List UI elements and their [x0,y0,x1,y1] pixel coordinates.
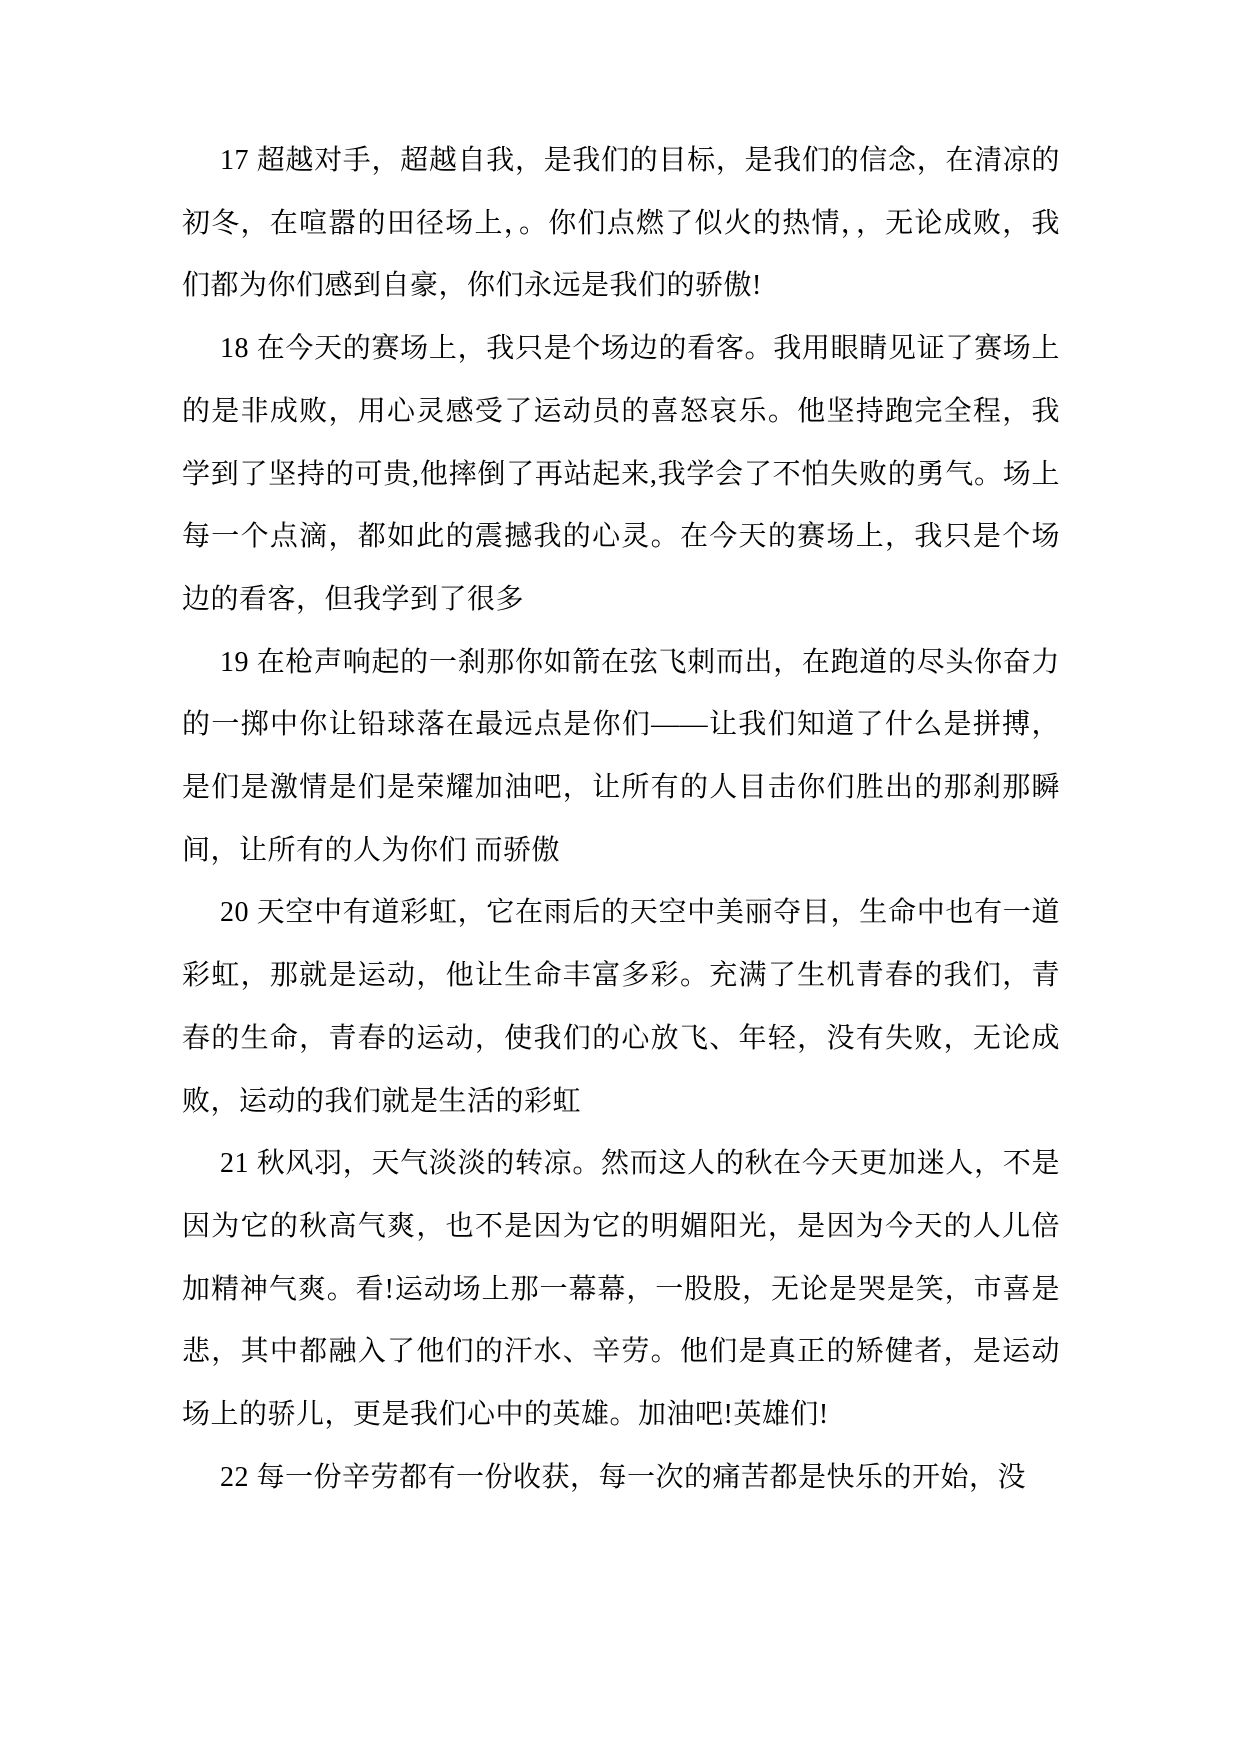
paragraph: 19 在枪声响起的一刹那你如箭在弦飞刺而出，在跑道的尽头你奋力的一掷中你让铅球落在最远点是你们——让我们知道了什么是拼搏，是们是激情是们是荣耀加油吧，让所有的人目击你们胜出的那刹那瞬间，让所有的人为你们 而骄傲 [182,646,1060,866]
paragraph: 21 秋风羽，天气淡淡的转凉。然而这人的秋在今天更加迷人，不是因为它的秋高气爽，也不是因为它的明媚阳光，是因为今天的人儿倍加精神气爽。看!运动场上那一幕幕，一股股，无论是哭是笑，市喜是悲，其中都融入了他们的汗水、辛劳。他们是真正的矫健者，是运动场上的骄儿，更是我们心中的英雄。加油吧!英雄们! [182,1148,1060,1431]
paragraph: 20 天空中有道彩虹，它在雨后的天空中美丽夺目，生命中也有一道彩虹，那就是运动，他让生命丰富多彩。充满了生机青春的我们，青春的生命，青春的运动，使我们的心放飞、年轻，没有失败，无论成败，运动的我们就是生活的彩虹 [182,897,1060,1117]
document-content [182,130,1060,1509]
paragraph: 22 每一份辛劳都有一份收获，每一次的痛苦都是快乐的开始，没 [220,1461,1027,1493]
paragraph: 17 超越对手，超越自我，是我们的目标，是我们的信念，在清凉的初冬，在喧嚣的田径场上，。你们点燃了似火的热情，，无论成败，我们都为你们感到自豪，你们永远是我们的骄傲! [182,145,1060,302]
paragraph: 18 在今天的赛场上，我只是个场边的看客。我用眼睛见证了赛场上的是非成败，用心灵感受了运动员的喜怒哀乐。他坚持跑完全程，我学到了坚持的可贵,他摔倒了再站起来,我学会了不怕失败的勇气。场上每一个点滴，都如此的震撼我的心灵。在今天的赛场上，我只是个场边的看客，但我学到了很多 [182,333,1060,615]
